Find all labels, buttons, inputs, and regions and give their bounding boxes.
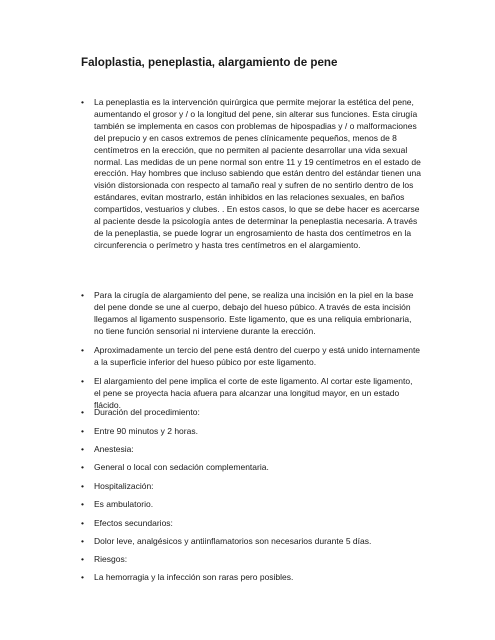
bullet-icon: • bbox=[81, 518, 84, 528]
list-item-text: Dolor leve, analgésicos y antiinflamatorios son necesarios durante 5 días. bbox=[94, 536, 372, 546]
bullet-icon: • bbox=[81, 536, 84, 546]
list-item bbox=[81, 462, 421, 474]
list-item bbox=[81, 444, 421, 456]
list-item-text: La peneplastia es la intervención quirúrgica que permite mejorar la estética del pene, aumentando el grosor y / o la longitud del pene, sin alterar sus funciones. Esta cirugía también se implementa en casos con problemas de hipospadias y / o malformaciones del prepucio y en casos extremos de penes clínicamente pequeños, menos de 8 centímetros en la erección, que no permiten al paciente desarrollar una vida sexual normal. Las medidas de un pene normal son entre 11 y 19 centímetros en el estado de erección. Hay hombres que incluso sabiendo que están dentro del estándar tienen una visión distorsionada con respecto al tamaño real y sufren de no sentirlo dentro de los estándares, evitan mostrarlo, están inhibidos en las relaciones sexuales, en baños compartidos, vestuarios y clubes. . En estos casos, lo que se debe hacer es acercarse al paciente desde la psicología antes de determinar la peneplastia necesaria. A través de la peneplastia, se puede lograr un engrosamiento de hasta dos centímetros en la circunferencia o perímetro y hasta tres centímetros en el alargamiento. bbox=[94, 97, 421, 250]
list-item bbox=[81, 572, 421, 584]
list-item-text: Riesgos: bbox=[94, 554, 128, 564]
list-item-text: Duración del procedimiento: bbox=[94, 407, 200, 417]
bullet-icon: • bbox=[81, 345, 84, 355]
list-item bbox=[81, 97, 421, 252]
list-item-text: Para la cirugía de alargamiento del pene, se realiza una incisión en la piel en la base del pene donde se une al cuerpo, debajo del hueso púbico. A través de esta incisión llegamos al ligamento suspensorio. Este ligamento, que es una reliquia embrionaria, no tiene función sensorial ni interviene durante la erección. bbox=[94, 290, 414, 336]
list-item-text: General o local con sedación complementaria. bbox=[94, 462, 269, 472]
bullet-icon: • bbox=[81, 97, 84, 107]
list-item bbox=[81, 499, 421, 511]
list-item bbox=[81, 345, 421, 369]
list-item-text: Aproximadamente un tercio del pene está dentro del cuerpo y está unido internamente a la superficie inferior del hueso púbico por este ligamento. bbox=[94, 345, 421, 367]
bullet-icon: • bbox=[81, 376, 84, 386]
list-item-text: Efectos secundarios: bbox=[94, 518, 173, 528]
bullet-icon: • bbox=[81, 407, 84, 417]
bullet-icon: • bbox=[81, 426, 84, 436]
list-item-text: La hemorragia y la infección son raras pero posibles. bbox=[94, 572, 294, 582]
bullet-icon: • bbox=[81, 481, 84, 491]
list-item-text: Hospitalización: bbox=[94, 481, 154, 491]
bullet-icon: • bbox=[81, 499, 84, 509]
list-item bbox=[81, 481, 421, 493]
bullet-icon: • bbox=[81, 572, 84, 582]
list-item bbox=[81, 554, 421, 566]
list-item bbox=[81, 518, 421, 530]
list-item-text: Anestesia: bbox=[94, 444, 134, 454]
bullet-icon: • bbox=[81, 444, 84, 454]
bullet-icon: • bbox=[81, 554, 84, 564]
list-item-text: Entre 90 minutos y 2 horas. bbox=[94, 426, 198, 436]
bullet-icon: • bbox=[81, 290, 84, 300]
page-title: Faloplastia, peneplastia, alargamiento de pene bbox=[81, 56, 338, 69]
bullet-icon: • bbox=[81, 462, 84, 472]
list-item-text: Es ambulatorio. bbox=[94, 499, 154, 509]
list-item bbox=[81, 426, 421, 438]
list-item bbox=[81, 407, 421, 419]
list-item bbox=[81, 290, 421, 338]
list-item-text: El alargamiento del pene implica el corte de este ligamento. Al cortar este ligamento, el pene se proyecta hacia afuera para alcanzar una longitud mayor, en un estado flácido. bbox=[94, 376, 413, 410]
list-item bbox=[81, 536, 421, 548]
